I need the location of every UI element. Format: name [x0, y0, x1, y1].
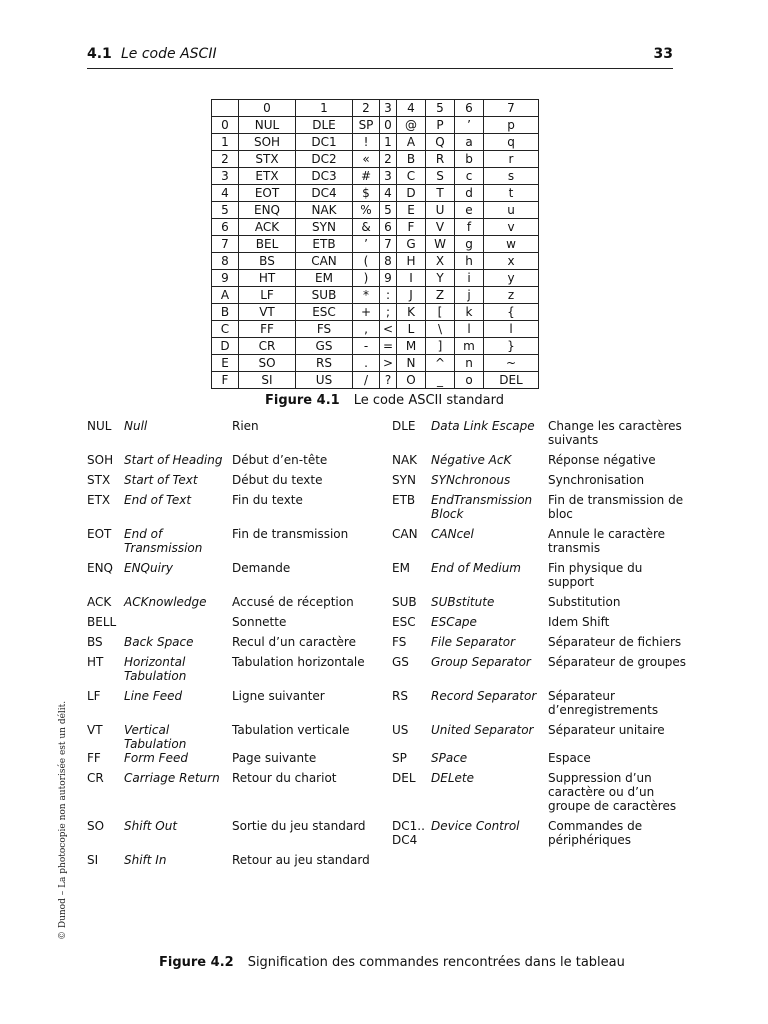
ascii-cell: B [212, 304, 239, 321]
ascii-cell: u [484, 202, 539, 219]
command-ab: CR [87, 771, 104, 785]
ascii-cell: I [397, 270, 426, 287]
command-meaning: Page suivante [232, 751, 317, 765]
ascii-cell: ; [380, 304, 397, 321]
ascii-cell: O [397, 372, 426, 389]
ascii-cell: US [296, 372, 353, 389]
command-ab2: NAK [392, 453, 418, 467]
ascii-cell: 6 [455, 100, 484, 117]
ascii-cell: z [484, 287, 539, 304]
ascii-cell: 6 [380, 219, 397, 236]
ascii-cell: C [397, 168, 426, 185]
command-ab2: SP [392, 751, 407, 765]
ascii-cell: 6 [212, 219, 239, 236]
ascii-cell: g [455, 236, 484, 253]
ascii-cell: d [455, 185, 484, 202]
ascii-cell: LF [239, 287, 296, 304]
ascii-cell: DEL [484, 372, 539, 389]
command-meaning2 [548, 853, 688, 867]
ascii-cell: % [353, 202, 380, 219]
ascii-cell: h [455, 253, 484, 270]
ascii-cell: 2 [380, 151, 397, 168]
ascii-cell: ) [353, 270, 380, 287]
ascii-cell: n [455, 355, 484, 372]
command-meaning: Ligne suivanter [232, 689, 325, 703]
command-meaning: Retour au jeu standard [232, 853, 370, 867]
command-name2: Négative AcK [431, 453, 512, 467]
ascii-cell: CAN [296, 253, 353, 270]
ascii-cell: 7 [484, 100, 539, 117]
command-row [87, 595, 687, 609]
ascii-cell: A [397, 134, 426, 151]
ascii-cell: o [455, 372, 484, 389]
command-meaning2: Espace [548, 751, 591, 765]
command-meaning2: Synchronisation [548, 473, 645, 487]
command-meaning2: Séparateur de fichiers [548, 635, 682, 649]
ascii-cell: L [397, 321, 426, 338]
ascii-cell: ? [380, 372, 397, 389]
ascii-row [212, 168, 539, 185]
ascii-cell: 1 [380, 134, 397, 151]
ascii-cell: M [397, 338, 426, 355]
ascii-cell: @ [397, 117, 426, 134]
ascii-row [212, 117, 539, 134]
command-meaning: Sortie du jeu standard [232, 819, 366, 833]
command-row [87, 751, 687, 765]
ascii-cell: H [397, 253, 426, 270]
command-ab2: RS [392, 689, 408, 703]
ascii-cell: 4 [397, 100, 426, 117]
ascii-cell: 3 [380, 168, 397, 185]
command-row [87, 819, 687, 847]
ascii-cell: ~ [484, 355, 539, 372]
command-ab: HT [87, 655, 104, 669]
ascii-cell: = [380, 338, 397, 355]
command-ab2: DC1.. DC4 [392, 819, 425, 847]
ascii-cell: p [484, 117, 539, 134]
command-meaning2: Annule le caractère transmis [548, 527, 666, 555]
ascii-cell: U [426, 202, 455, 219]
command-name2: Group Separator [431, 655, 531, 669]
command-ab: FF [87, 751, 101, 765]
ascii-cell: 1 [296, 100, 353, 117]
command-meaning: Demande [232, 561, 291, 575]
ascii-cell: l [484, 321, 539, 338]
section-title: Le code ASCII [121, 46, 217, 62]
command-ab2: EM [392, 561, 410, 575]
ascii-cell: DC3 [296, 168, 353, 185]
command-name: Form Feed [124, 751, 188, 765]
command-meaning: Fin de transmission [232, 527, 349, 541]
ascii-cell: ’ [455, 117, 484, 134]
ascii-cell: 7 [380, 236, 397, 253]
command-meaning2: Commandes de périphériques [548, 819, 643, 847]
command-row [87, 771, 687, 813]
ascii-cell: { [484, 304, 539, 321]
section-number: 4.1 [87, 46, 112, 62]
command-name: Shift In [124, 853, 167, 867]
command-row [87, 419, 687, 447]
ascii-row [212, 372, 539, 389]
command-meaning2: Séparateur unitaire [548, 723, 665, 737]
ascii-cell: B [397, 151, 426, 168]
ascii-cell: S [426, 168, 455, 185]
command-name: ACKnowledge [124, 595, 207, 609]
command-name: Back Space [124, 635, 194, 649]
command-meaning: Accusé de réception [232, 595, 354, 609]
command-name2: United Separator [431, 723, 534, 737]
command-ab: ENQ [87, 561, 114, 575]
command-ab2: SUB [392, 595, 417, 609]
command-meaning: Retour du chariot [232, 771, 337, 785]
ascii-cell: k [455, 304, 484, 321]
ascii-cell: DLE [296, 117, 353, 134]
ascii-cell: ^ [426, 355, 455, 372]
ascii-row [212, 253, 539, 270]
command-name2: File Separator [431, 635, 516, 649]
ascii-row [212, 134, 539, 151]
ascii-row [212, 287, 539, 304]
ascii-cell: s [484, 168, 539, 185]
ascii-row [212, 338, 539, 355]
command-name2: DELete [431, 771, 474, 785]
ascii-cell: SI [239, 372, 296, 389]
ascii-cell: SOH [239, 134, 296, 151]
ascii-cell: DC2 [296, 151, 353, 168]
ascii-cell: E [397, 202, 426, 219]
ascii-cell: } [484, 338, 539, 355]
ascii-cell: w [484, 236, 539, 253]
command-meaning: Fin du texte [232, 493, 303, 507]
ascii-cell: D [397, 185, 426, 202]
copyright-notice: © Dunod – La photocopie non autorisée est un délit. [58, 700, 68, 940]
ascii-cell: . [353, 355, 380, 372]
command-row [87, 473, 687, 487]
figure-caption: Signification des commandes rencontrées dans le tableau [247, 955, 625, 970]
ascii-cell: 5 [212, 202, 239, 219]
command-ab: SO [87, 819, 105, 833]
ascii-row [212, 355, 539, 372]
command-ab: BS [87, 635, 103, 649]
command-ab2: SYN [392, 473, 416, 487]
ascii-cell: VT [239, 304, 296, 321]
ascii-cell: FS [296, 321, 353, 338]
ascii-cell: E [212, 355, 239, 372]
command-row [87, 527, 687, 555]
command-meaning: Début d’en-tête [232, 453, 328, 467]
ascii-cell: GS [296, 338, 353, 355]
ascii-cell: b [455, 151, 484, 168]
command-row [87, 853, 687, 867]
command-meaning: Sonnette [232, 615, 287, 629]
ascii-cell: - [353, 338, 380, 355]
ascii-cell: J [397, 287, 426, 304]
ascii-cell: SUB [296, 287, 353, 304]
ascii-cell: R [426, 151, 455, 168]
command-name2: SPace [431, 751, 468, 765]
ascii-cell: l [455, 321, 484, 338]
ascii-cell: f [455, 219, 484, 236]
figure-label: Figure 4.1 [265, 393, 340, 408]
command-row [87, 655, 687, 683]
command-row [87, 493, 687, 521]
ascii-cell: SP [353, 117, 380, 134]
command-ab: VT [87, 723, 103, 737]
ascii-cell: ( [353, 253, 380, 270]
command-ab2: FS [392, 635, 407, 649]
ascii-cell: G [397, 236, 426, 253]
ascii-cell: Q [426, 134, 455, 151]
ascii-cell: 0 [239, 100, 296, 117]
ascii-cell: e [455, 202, 484, 219]
command-ab: ACK [87, 595, 112, 609]
figure-caption: Le code ASCII standard [353, 393, 504, 408]
ascii-cell: 0 [212, 117, 239, 134]
ascii-cell: 9 [212, 270, 239, 287]
ascii-cell: « [353, 151, 380, 168]
ascii-cell: EM [296, 270, 353, 287]
ascii-cell: F [212, 372, 239, 389]
command-name2: Data Link Escape [431, 419, 535, 433]
ascii-row [212, 236, 539, 253]
ascii-cell: q [484, 134, 539, 151]
command-ab: SOH [87, 453, 114, 467]
command-meaning: Rien [232, 419, 259, 433]
ascii-cell: > [380, 355, 397, 372]
ascii-cell: FF [239, 321, 296, 338]
ascii-cell: 2 [212, 151, 239, 168]
command-ab2: GS [392, 655, 409, 669]
ascii-header-row [212, 100, 539, 117]
ascii-cell: RS [296, 355, 353, 372]
ascii-cell: P [426, 117, 455, 134]
ascii-cell: # [353, 168, 380, 185]
command-meaning: Début du texte [232, 473, 323, 487]
ascii-cell: m [455, 338, 484, 355]
command-name2: ESCape [431, 615, 477, 629]
ascii-row [212, 151, 539, 168]
ascii-cell: SYN [296, 219, 353, 236]
ascii-cell: $ [353, 185, 380, 202]
ascii-cell: v [484, 219, 539, 236]
ascii-cell: N [397, 355, 426, 372]
ascii-row [212, 185, 539, 202]
ascii-cell: 3 [380, 100, 397, 117]
ascii-cell: / [353, 372, 380, 389]
command-meaning2: Suppression d’un caractère ou d’un groupe de caractères [548, 771, 677, 813]
ascii-cell: A [212, 287, 239, 304]
command-meaning: Tabulation verticale [232, 723, 350, 737]
command-ab: LF [87, 689, 101, 703]
command-row [87, 689, 687, 717]
command-meaning2: Réponse négative [548, 453, 656, 467]
command-meaning2: Séparateur de groupes [548, 655, 686, 669]
command-ab2 [392, 853, 431, 867]
command-name2: CANcel [431, 527, 474, 541]
ascii-cell: r [484, 151, 539, 168]
command-ab2: DLE [392, 419, 416, 433]
command-ab: ETX [87, 493, 111, 507]
ascii-cell: ENQ [239, 202, 296, 219]
ascii-cell: ’ [353, 236, 380, 253]
ascii-cell: T [426, 185, 455, 202]
command-name: Vertical Tabulation [124, 723, 187, 751]
command-name: Shift Out [124, 819, 178, 833]
command-ab2: CAN [392, 527, 418, 541]
command-ab: SI [87, 853, 99, 867]
command-name2: SUBstitute [431, 595, 495, 609]
command-meaning: Recul d’un caractère [232, 635, 356, 649]
commands-list [87, 419, 687, 873]
ascii-cell: X [426, 253, 455, 270]
ascii-cell: EOT [239, 185, 296, 202]
ascii-cell: _ [426, 372, 455, 389]
command-name [124, 615, 232, 629]
ascii-cell: 7 [212, 236, 239, 253]
ascii-cell: , [353, 321, 380, 338]
figure-4-1-caption [265, 393, 504, 408]
ascii-row [212, 304, 539, 321]
command-ab2: US [392, 723, 409, 737]
ascii-cell: 4 [380, 185, 397, 202]
ascii-cell: a [455, 134, 484, 151]
ascii-cell [212, 100, 239, 117]
command-meaning: Tabulation horizontale [232, 655, 365, 669]
ascii-cell: D [212, 338, 239, 355]
ascii-cell: \ [426, 321, 455, 338]
ascii-cell: : [380, 287, 397, 304]
command-ab2: ETB [392, 493, 416, 507]
ascii-cell: 2 [353, 100, 380, 117]
ascii-cell: 8 [380, 253, 397, 270]
command-ab: NUL [87, 419, 112, 433]
command-name: End of Text [124, 493, 192, 507]
command-row [87, 453, 687, 467]
ascii-cell: 4 [212, 185, 239, 202]
ascii-row [212, 321, 539, 338]
figure-label: Figure 4.2 [159, 955, 234, 970]
command-meaning2: Fin physique du support [548, 561, 643, 589]
ascii-cell: Y [426, 270, 455, 287]
command-meaning2: Change les caractères suivants [548, 419, 682, 447]
command-name2: SYNchronous [431, 473, 511, 487]
command-ab: EOT [87, 527, 112, 541]
command-name2: End of Medium [431, 561, 521, 575]
ascii-cell: 1 [212, 134, 239, 151]
command-name: End of Transmission [124, 527, 203, 555]
ascii-cell: 5 [426, 100, 455, 117]
command-name: Start of Text [124, 473, 198, 487]
ascii-cell: ] [426, 338, 455, 355]
command-name2: EndTransmission Block [431, 493, 533, 521]
ascii-cell: BEL [239, 236, 296, 253]
command-ab2: ESC [392, 615, 416, 629]
ascii-row [212, 202, 539, 219]
ascii-cell: NUL [239, 117, 296, 134]
command-row [87, 723, 687, 751]
ascii-cell: * [353, 287, 380, 304]
command-name: Carriage Return [124, 771, 220, 785]
ascii-cell: 9 [380, 270, 397, 287]
command-meaning2: Séparateur d’enregistrements [548, 689, 659, 717]
ascii-cell: c [455, 168, 484, 185]
ascii-cell: Z [426, 287, 455, 304]
ascii-cell: ! [353, 134, 380, 151]
ascii-cell: & [353, 219, 380, 236]
command-ab: BELL [87, 615, 117, 629]
ascii-cell: y [484, 270, 539, 287]
ascii-cell: j [455, 287, 484, 304]
command-name: Line Feed [124, 689, 183, 703]
ascii-cell: + [353, 304, 380, 321]
command-ab2: DEL [392, 771, 416, 785]
ascii-cell: C [212, 321, 239, 338]
ascii-row [212, 270, 539, 287]
command-row [87, 561, 687, 589]
figure-4-2-caption [159, 955, 625, 970]
ascii-cell: BS [239, 253, 296, 270]
ascii-cell: 0 [380, 117, 397, 134]
ascii-cell: HT [239, 270, 296, 287]
command-name: Horizontal Tabulation [124, 655, 187, 683]
ascii-cell: SO [239, 355, 296, 372]
ascii-cell: STX [239, 151, 296, 168]
command-ab: STX [87, 473, 111, 487]
ascii-cell: W [426, 236, 455, 253]
command-meaning2: Fin de transmission de bloc [548, 493, 684, 521]
ascii-cell: F [397, 219, 426, 236]
ascii-cell: ESC [296, 304, 353, 321]
ascii-cell: 3 [212, 168, 239, 185]
ascii-row [212, 219, 539, 236]
ascii-cell: 8 [212, 253, 239, 270]
ascii-cell: t [484, 185, 539, 202]
ascii-cell: < [380, 321, 397, 338]
command-name: ENQuiry [124, 561, 173, 575]
ascii-cell: NAK [296, 202, 353, 219]
command-name2 [431, 853, 548, 867]
ascii-cell: 5 [380, 202, 397, 219]
running-header [87, 46, 673, 69]
command-meaning2: Idem Shift [548, 615, 610, 629]
ascii-cell: CR [239, 338, 296, 355]
ascii-cell: DC4 [296, 185, 353, 202]
ascii-cell: K [397, 304, 426, 321]
page-number: 33 [653, 46, 673, 62]
command-row [87, 615, 687, 629]
command-name2: Record Separator [431, 689, 537, 703]
command-name2: Device Control [431, 819, 520, 833]
command-name: Null [124, 419, 148, 433]
ascii-cell: [ [426, 304, 455, 321]
command-row [87, 635, 687, 649]
ascii-cell: ACK [239, 219, 296, 236]
ascii-cell: x [484, 253, 539, 270]
ascii-table [211, 99, 539, 389]
command-meaning2: Substitution [548, 595, 621, 609]
ascii-cell: DC1 [296, 134, 353, 151]
ascii-cell: V [426, 219, 455, 236]
ascii-cell: ETB [296, 236, 353, 253]
ascii-cell: i [455, 270, 484, 287]
ascii-cell: ETX [239, 168, 296, 185]
command-name: Start of Heading [124, 453, 223, 467]
